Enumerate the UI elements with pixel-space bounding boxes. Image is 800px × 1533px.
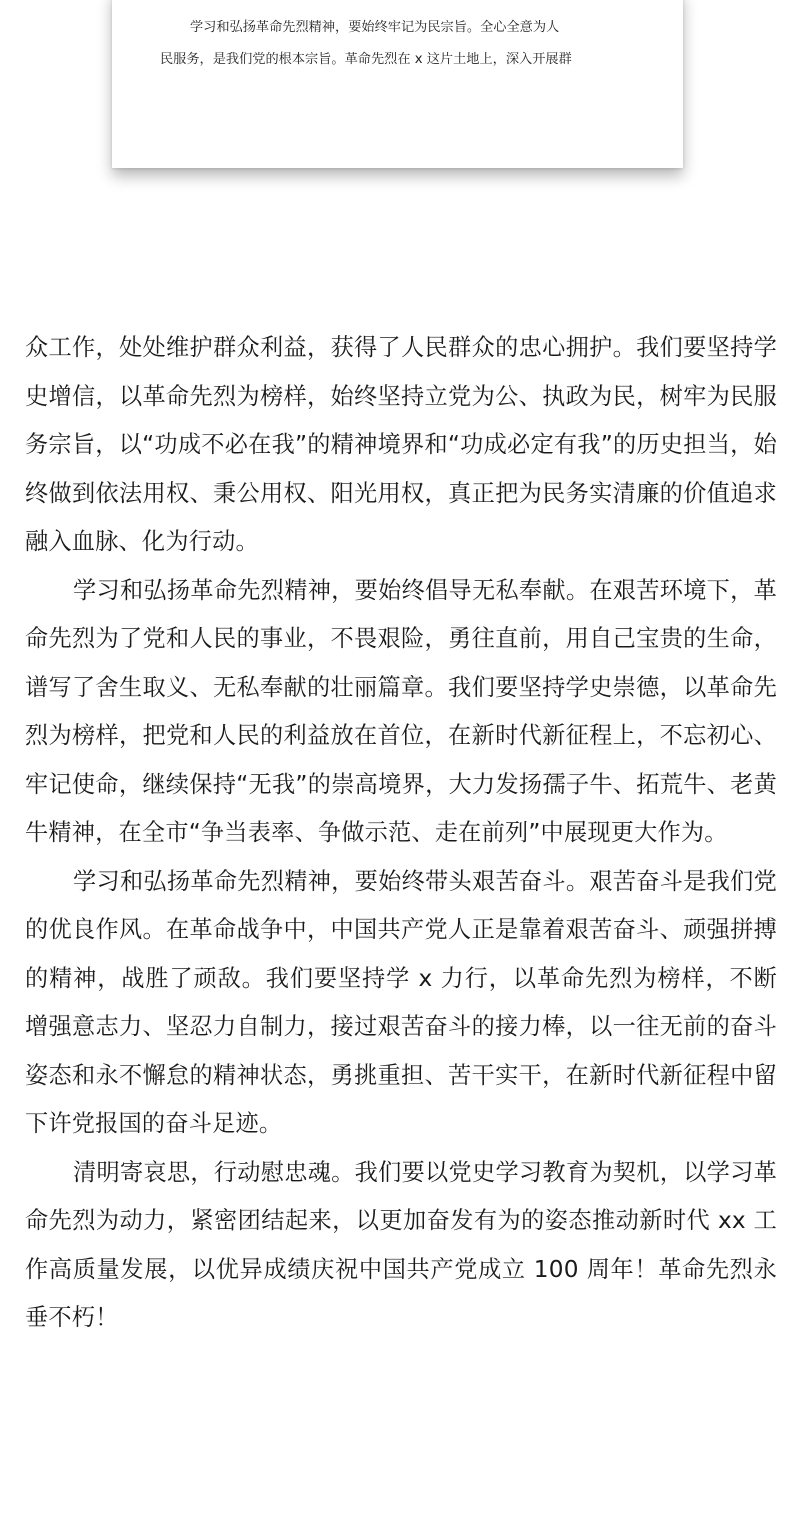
- article-body: [25, 324, 777, 1343]
- article-paragraph: 清明寄哀思，行动慰忠魂。我们要以党史学习教育为契机，以学习革命先烈为动力，紧密团结起来，以更加奋发有为的姿态推动新时代 xx 工作高质量发展，以优异成绩庆祝中国共产党成立 100 周年！革命先烈永垂不朽！: [25, 1158, 777, 1331]
- preview-line: [160, 0, 660, 3]
- article-paragraph: 学习和弘扬革命先烈精神，要始终带头艰苦奋斗。艰苦奋斗是我们党的优良作风。在革命战争中，中国共产党人正是靠着艰苦奋斗、顽强拼搏的精神，战胜了顽敌。我们要坚持学 x 力行，以革命先烈为榜样，不断增强意志力、坚忍力自制力，接过艰苦奋斗的接力棒，以一往无前的奋斗姿态和永不懈怠的精神状态，勇挑重担、苦干实干，在新时代新征程中留下许党报国的奋斗足迹。: [25, 867, 777, 1137]
- preview-line: 民服务，是我们党的根本宗旨。革命先烈在 x 这片土地上，深入开展群: [160, 52, 572, 67]
- preview-line: 学习和弘扬革命先烈精神，要始终牢记为民宗旨。全心全意为人: [190, 20, 560, 35]
- page-preview-card: [112, 0, 683, 168]
- article-paragraph: 学习和弘扬革命先烈精神，要始终倡导无私奉献。在艰苦环境下，革命先烈为了党和人民的事业，不畏艰险，勇往直前，用自己宝贵的生命，谱写了舍生取义、无私奉献的壮丽篇章。我们要坚持学史崇德，以革命先烈为榜样，把党和人民的利益放在首位，在新时代新征程上，不忘初心、牢记使命，继续保持“无我”的崇高境界，大力发扬孺子牛、拓荒牛、老黄牛精神，在全市“争当表率、争做示范、走在前列”中展现更大作为。: [25, 576, 777, 846]
- article-paragraph: 众工作，处处维护群众利益，获得了人民群众的忠心拥护。我们要坚持学史增信，以革命先烈为榜样，始终坚持立党为公、执政为民，树牢为民服务宗旨，以“功成不必在我”的精神境界和“功成必定有我”的历史担当，始终做到依法用权、秉公用权、阳光用权，真正把为民务实清廉的价值追求融入血脉、化为行动。: [25, 334, 777, 555]
